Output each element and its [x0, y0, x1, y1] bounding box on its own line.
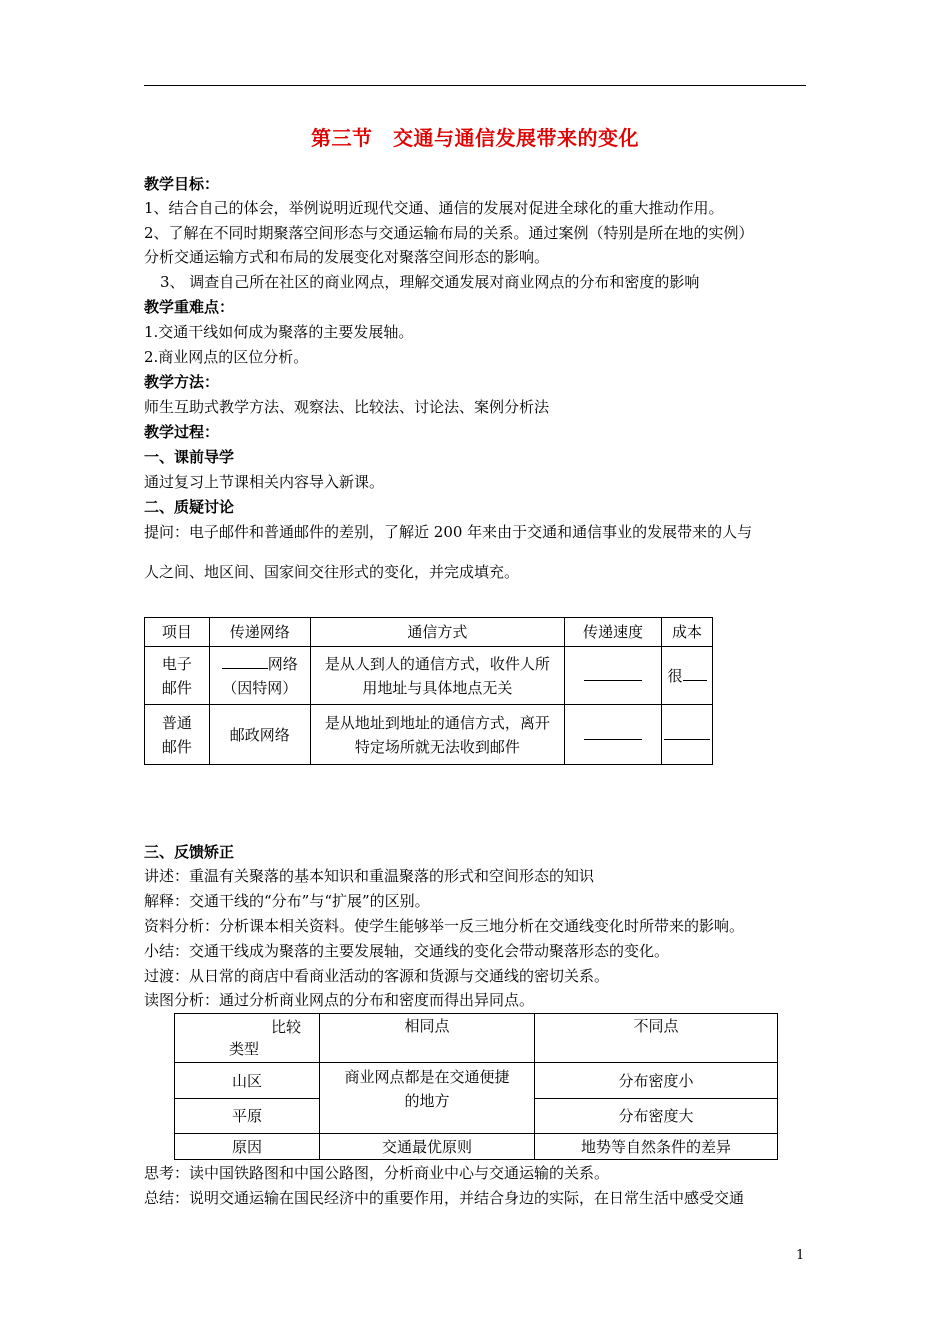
cell-post-speed — [565, 705, 662, 765]
th-item: 项目 — [145, 618, 210, 647]
comparison-table-commerce — [174, 1013, 778, 1160]
th-network: 传递网络 — [209, 618, 310, 647]
summary-text: 总结：说明交通运输在国民经济中的重要作用，并结合身边的实际，在日常生活中感受交通 — [144, 1189, 745, 1207]
section-2-text-a: 提问：电子邮件和普通邮件的差别，了解近 200 年来由于交通和通信事业的发展带来的人与 — [144, 523, 753, 541]
fill-blank — [584, 739, 642, 740]
fill-blank — [584, 680, 642, 681]
process-heading: 教学过程： — [144, 423, 220, 441]
th-method: 通信方式 — [310, 618, 564, 647]
goal-1: 1、结合自己的体会，举例说明近现代交通、通信的发展对促进全球化的重大推动作用。 — [144, 199, 724, 217]
cell-same: 商业网点都是在交通便捷 的地方 — [320, 1063, 535, 1134]
cell-email-cost: 很 — [662, 647, 713, 705]
fill-blank — [222, 668, 268, 669]
cell-email-method: 是从人到人的通信方式，收件人所 用地址与具体地点无关 — [310, 647, 564, 705]
cell-plain-diff: 分布密度大 — [535, 1099, 778, 1134]
section-1-heading: 一、课前导学 — [144, 448, 235, 466]
s3-line: 读图分析：通过分析商业网点的分布和密度而得出异同点。 — [144, 991, 535, 1009]
header-rule — [144, 85, 806, 86]
cell-mountain-diff: 分布密度小 — [535, 1063, 778, 1099]
comparison-table-mail — [144, 617, 713, 765]
cell-post-cost — [662, 705, 713, 765]
section-1-text: 通过复习上节课相关内容导入新课。 — [144, 473, 385, 491]
section-3-heading: 三、反馈矫正 — [144, 843, 235, 861]
cell-reason-diff: 地势等自然条件的差异 — [535, 1134, 778, 1160]
section-2-heading: 二、质疑讨论 — [144, 498, 235, 516]
page-number: 1 — [796, 1248, 805, 1263]
th-cost: 成本 — [662, 618, 713, 647]
s3-line: 资料分析：分析课本相关资料。使学生能够举一反三地分析在交通线变化时所带来的影响。 — [144, 917, 745, 935]
page-title: 第三节 交通与通信发展带来的变化 — [311, 126, 639, 150]
goal-2b: 分析交通运输方式和布局的发展变化对聚落空间形态的影响。 — [144, 248, 550, 266]
th-corner: 比较 类型 — [175, 1014, 320, 1063]
fill-blank — [664, 739, 710, 740]
row-reason: 原因 — [175, 1134, 320, 1160]
cell-post-network: 邮政网络 — [209, 705, 310, 765]
s3-line: 小结：交通干线成为聚落的主要发展轴，交通线的变化会带动聚落形态的变化。 — [144, 942, 670, 960]
method-heading: 教学方法： — [144, 373, 220, 391]
th-diff: 不同点 — [535, 1014, 778, 1063]
th-speed: 传递速度 — [565, 618, 662, 647]
think-text: 思考：读中国铁路图和中国公路图，分析商业中心与交通运输的关系。 — [144, 1164, 610, 1182]
cell-post-method: 是从地址到地址的通信方式，离开 特定场所就无法收到邮件 — [310, 705, 564, 765]
key-2: 2.商业网点的区位分析。 — [144, 348, 309, 366]
cell-email-speed — [565, 647, 662, 705]
row-mountain: 山区 — [175, 1063, 320, 1099]
cell-email-network: 网络 （因特网） — [209, 647, 310, 705]
cell-reason-same: 交通最优原则 — [320, 1134, 535, 1160]
key-1: 1.交通干线如何成为聚落的主要发展轴。 — [144, 323, 414, 341]
method-text: 师生互助式教学方法、观察法、比较法、讨论法、案例分析法 — [144, 398, 550, 416]
s3-line: 解释：交通干线的“分布”与“扩展”的区别。 — [144, 892, 430, 910]
s3-line: 过渡：从日常的商店中看商业活动的客源和货源与交通线的密切关系。 — [144, 967, 610, 985]
s3-line: 讲述：重温有关聚落的基本知识和重温聚落的形式和空间形态的知识 — [144, 867, 595, 885]
key-heading: 教学重难点： — [144, 298, 235, 316]
goal-2a: 2、了解在不同时期聚落空间形态与交通运输布局的关系。通过案例（特别是所在地的实例） — [144, 224, 754, 242]
section-2-text-b: 人之间、地区间、国家间交往形式的变化，并完成填充。 — [144, 563, 520, 581]
goals-heading: 教学目标： — [144, 175, 220, 193]
cell-email-item: 电子 邮件 — [145, 647, 210, 705]
th-same: 相同点 — [320, 1014, 535, 1063]
row-plain: 平原 — [175, 1099, 320, 1134]
cell-post-item: 普通 邮件 — [145, 705, 210, 765]
fill-blank — [683, 680, 707, 681]
goal-3: 3、 调查自己所在社区的商业网点，理解交通发展对商业网点的分布和密度的影响 — [160, 273, 700, 291]
